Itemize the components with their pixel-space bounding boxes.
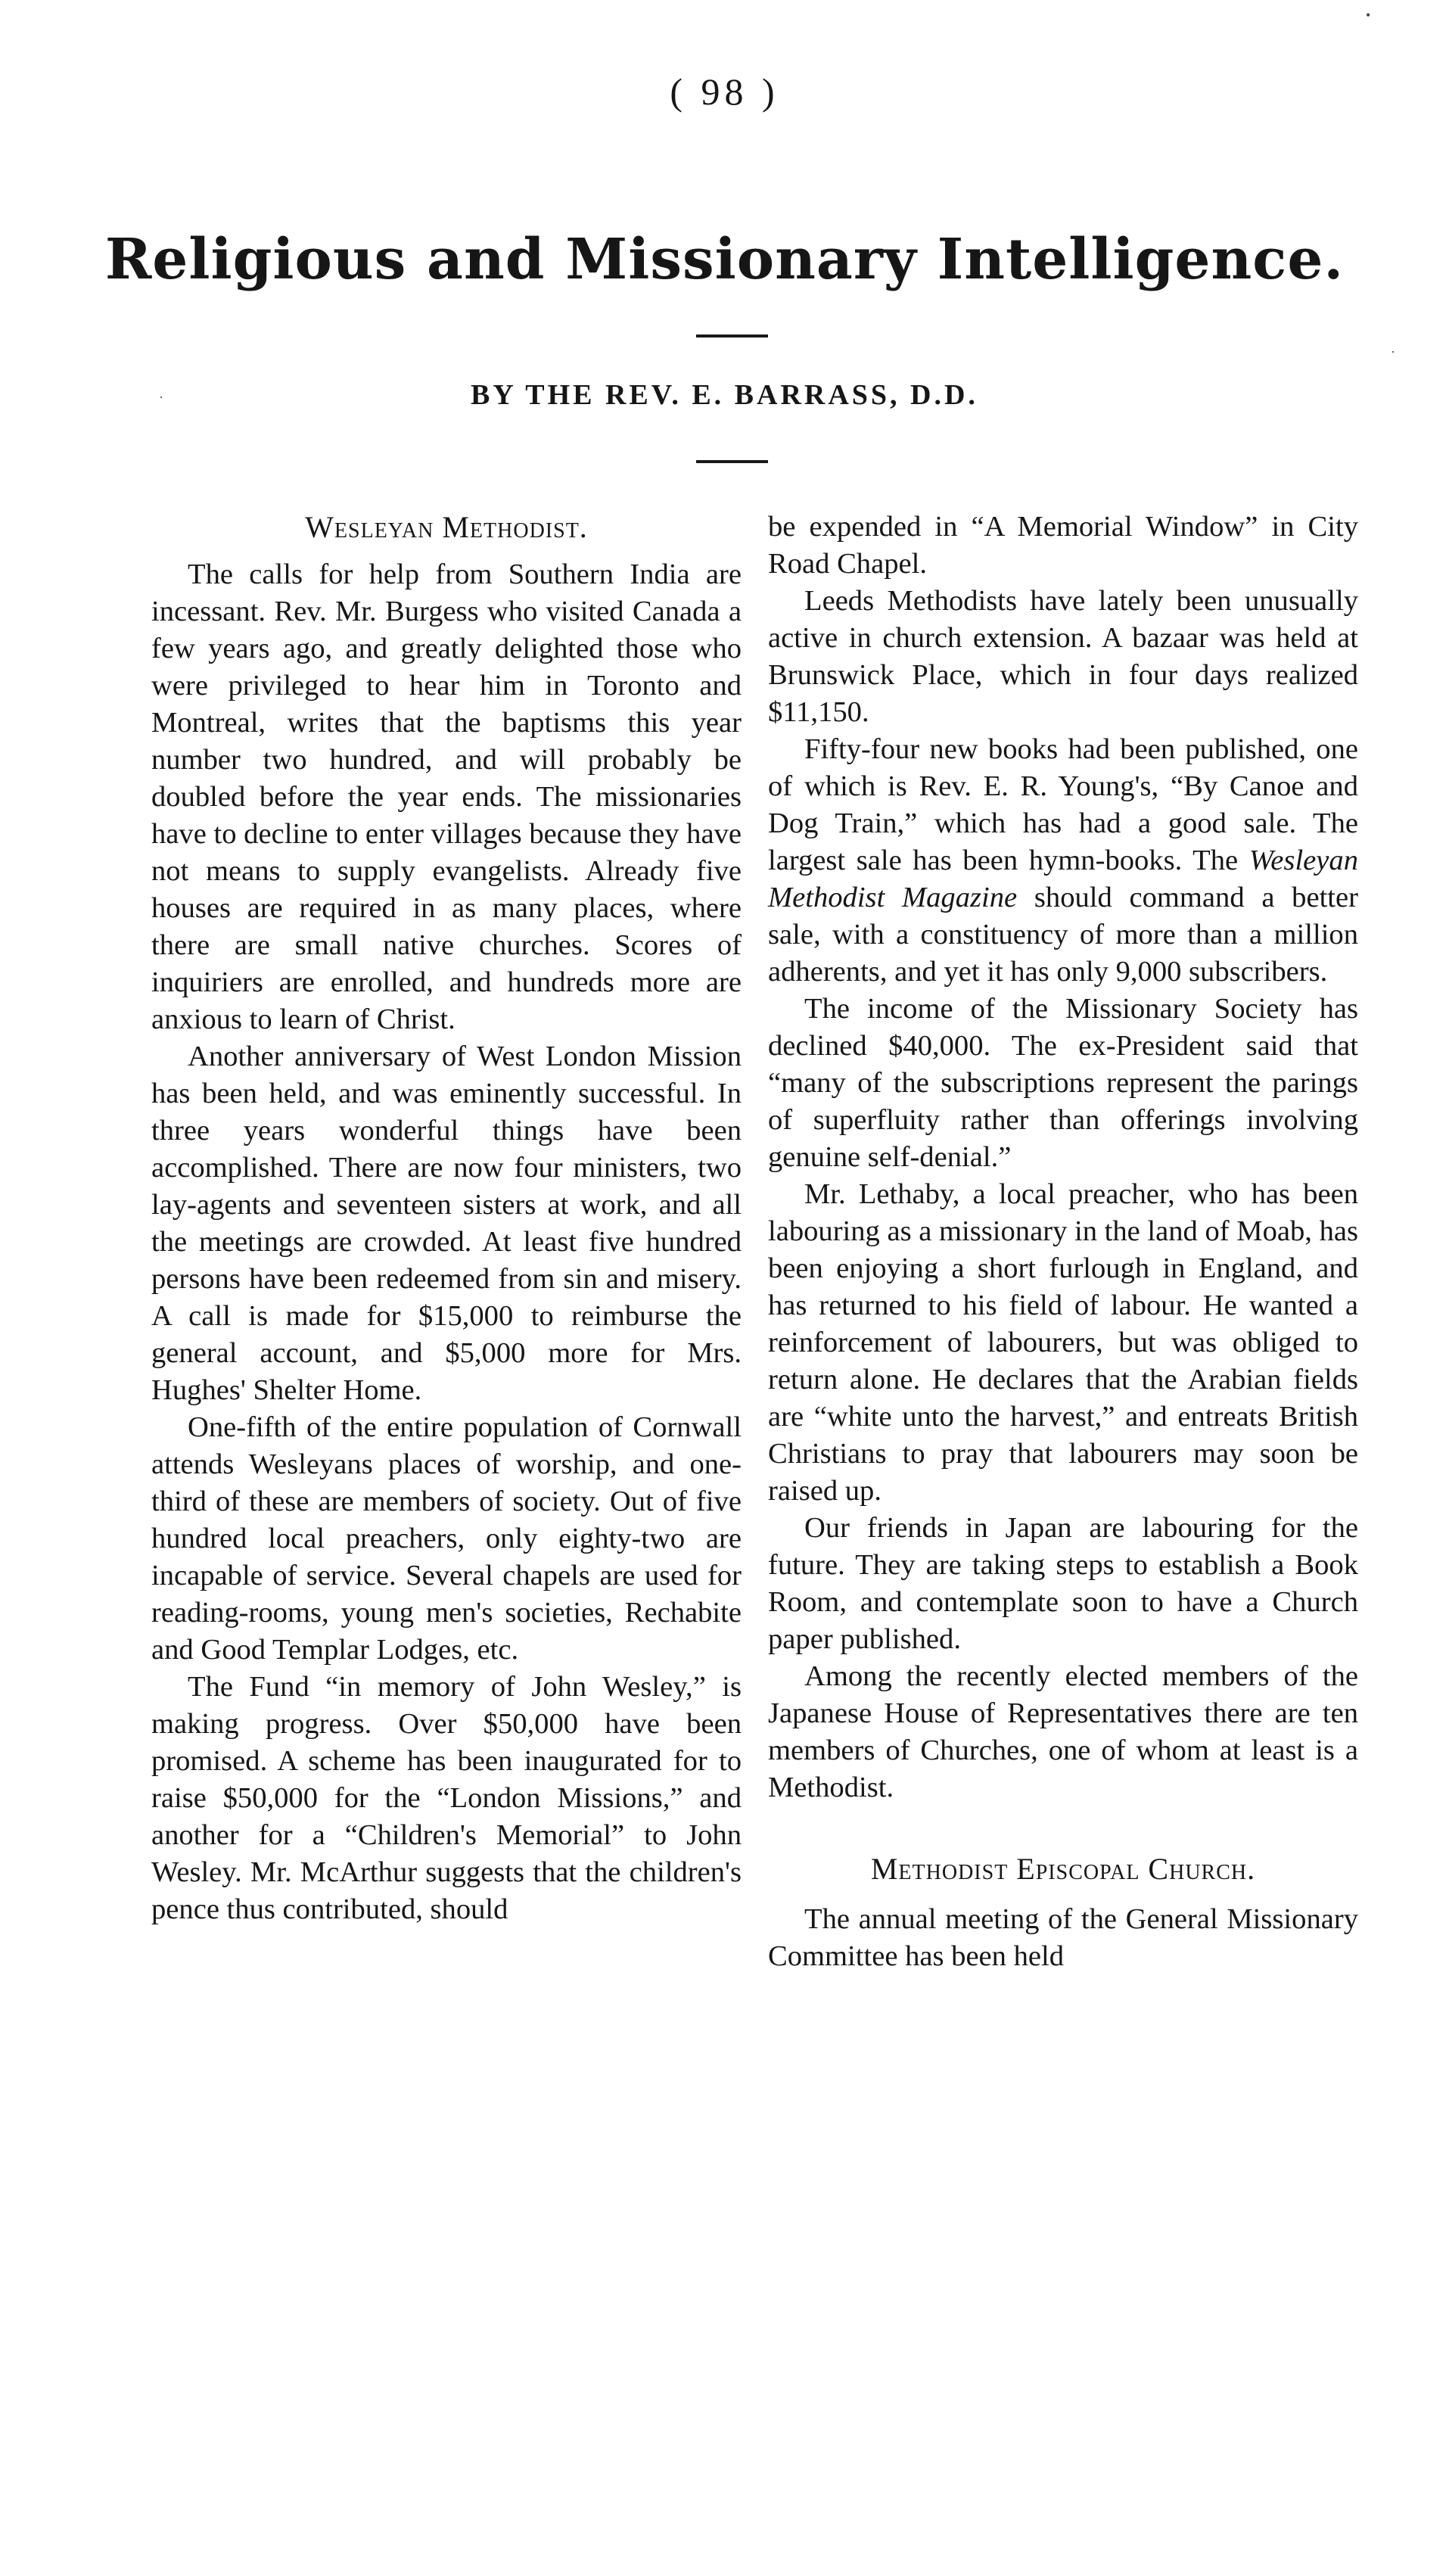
paragraph-text: Fifty-four new books had been published, one of which is Rev. E. R. Young's, “By Canoe and Dog Train,” which has had a good sale. The largest sale has been hymn-books. The [768,733,1358,876]
scan-speck: · [159,390,163,405]
title-divider [696,334,768,338]
magazine-title: Wesleyan Methodist Magazine [768,845,1358,913]
paragraph: One-fifth of the entire population of Cornwall attends Wesleyans places of worship, and one-third of these are members of society. Out of five hundred local preachers, only eighty-two are incapable of service. Several chapels are used for reading-rooms, young men's societies, Rechabite and Good Templar Lodges, etc. [151,1411,742,1666]
paragraph: The income of the Missionary Society has declined $40,000. The ex-President said that “many of the subscriptions represent the parings of superfluity rather than offerings involving genuine self-denial.” [768,993,1358,1173]
paragraph-continuation: be expended in “A Memorial Window” in City Road Chapel. [768,511,1358,580]
page-title: Religious and Missionary Intelligence. [104,227,1345,292]
section-heading-wesleyan: Wesleyan Methodist. [305,510,588,544]
paragraph: Among the recently elected members of the Japanese House of Representatives there are ten members of Churches, one of whom at least is a Methodist. [768,1660,1358,1803]
paragraph: Mr. Lethaby, a local preacher, who has been labouring as a missionary in the land of Moab, has been enjoying a short furlough in England, and has returned to his field of labour. He wanted a reinforcement of labourers, but was obliged to return alone. He declares that the Arabian fields are “white unto the harvest,” and entreats British Christians to pray that labourers may soon be raised up. [768,1178,1358,1507]
paragraph-text: should command a better sale, with a constituency of more than a million adherents, and yet it has only 9,000 subscribers. [768,882,1358,988]
paragraph: Our friends in Japan are labouring for the future. They are taking steps to establish a Book Room, and contemplate soon to have a Church paper published. [768,1512,1358,1655]
paragraph: The annual meeting of the General Missionary Committee has been held [768,1903,1358,1972]
byline: BY THE REV. E. BARRASS, D.D. [471,379,978,411]
paragraph: Another anniversary of West London Mission has been held, and was eminently successful. In three years wonderful things have been accomplished. There are now four ministers, two lay-agents and seventeen sisters at work, and all the meetings are crowded. At least five hundred persons have been redeemed from sin and misery. A call is made for $15,000 to reimburse the general account, and $5,000 more for Mrs. Hughes' Shelter Home. [151,1041,742,1406]
page-number: ( 98 ) [670,70,779,113]
right-column [768,509,1358,1975]
scan-speck: · [1391,344,1395,359]
section-heading-methodist-episcopal: Methodist Episcopal Church. [870,1852,1256,1886]
byline-divider [696,460,768,463]
paragraph: The Fund “in memory of John Wesley,” is making progress. Over $50,000 have been promised. A scheme has been inaugurated for to raise $50,000 for the “London Missions,” and another for a “Children's Memorial” to John Wesley. Mr. McArthur suggests that the children's pence thus contributed, should [151,1671,742,1925]
left-column [151,509,742,1928]
scan-speck: • [1366,8,1371,23]
paragraph: Leeds Methodists have lately been unusually active in church extension. A bazaar was held at Brunswick Place, which in four days realized $11,150. [768,585,1358,728]
paragraph: The calls for help from Southern India are incessant. Rev. Mr. Burgess who visited Canada a few years ago, and greatly delighted those who were privileged to hear him in Toronto and Montreal, writes that the baptisms this year number two hundred, and will probably be doubled before the year ends. The missionaries have to decline to enter villages because they have not means to supply evangelists. Already five houses are required in as many places, where there are small native churches. Scores of inquiriers are enrolled, and hundreds more are anxious to learn of Christ. [151,558,742,1035]
paragraph [768,731,1358,991]
